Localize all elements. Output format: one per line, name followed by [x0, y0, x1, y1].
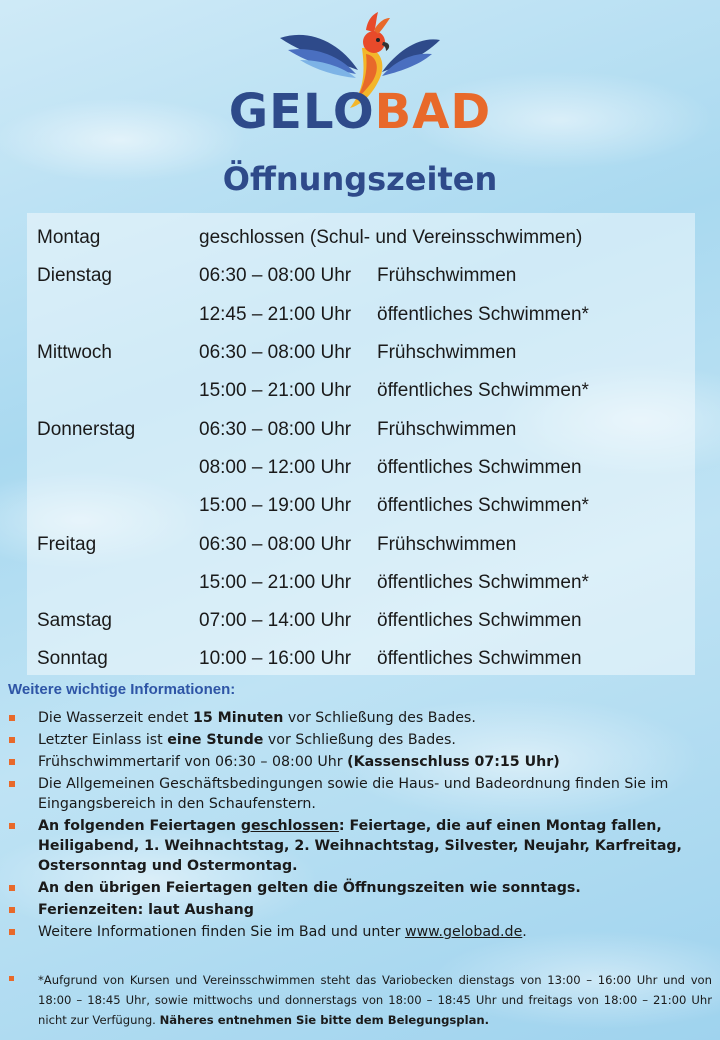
day-label: Donnerstag	[37, 419, 136, 440]
activity: öffentliches Schwimmen*	[377, 304, 589, 325]
activity: Frühschwimmen	[377, 419, 517, 440]
time-range: 10:00 – 16:00 Uhr	[199, 648, 352, 669]
day-label: Montag	[37, 227, 101, 248]
activity: öffentliches Schwimmen	[377, 457, 582, 478]
day-label: Mittwoch	[37, 342, 112, 363]
day-label: Sonntag	[37, 648, 108, 669]
day-label: Dienstag	[37, 265, 112, 286]
activity: öffentliches Schwimmen*	[377, 495, 589, 516]
item-text: Ferienzeiten: laut Aushang	[38, 902, 254, 918]
item-text: An folgenden Feiertagen	[38, 818, 241, 834]
footnote-body: *Aufgrund von Kursen und Vereinsschwimmen steht das Variobecken dienstags von 13:00 – 16:00 Uhr und von 18:00 – 18:45 Uhr, sowie mittwochs und donnerstags von 18:00 – 18:45 Uhr und freitags von 18:00 – 21:00 Uhr nicht zur Verfügung.	[38, 973, 712, 1027]
info-heading: Weitere wichtige Informationen:	[8, 681, 236, 698]
time-range: 07:00 – 14:00 Uhr	[199, 610, 352, 631]
brand-part-gelo: GELO	[228, 84, 375, 140]
time-range: 06:30 – 08:00 Uhr	[199, 419, 352, 440]
item-text: Weitere Informationen finden Sie im Bad und unter	[38, 924, 405, 940]
day-label: Freitag	[37, 534, 97, 555]
time-range: 15:00 – 21:00 Uhr	[199, 380, 352, 401]
time-range: 12:45 – 21:00 Uhr	[199, 304, 352, 325]
brand-name	[0, 84, 720, 140]
item-text: vor Schließung des Bades.	[283, 710, 476, 726]
brand-part-bad: BAD	[374, 84, 492, 140]
activity: Frühschwimmen	[377, 534, 517, 555]
list-item	[0, 774, 720, 814]
activity: öffentliches Schwimmen	[377, 648, 582, 669]
square-bullet-icon	[9, 976, 14, 981]
closed-note: geschlossen (Schul- und Vereinsschwimmen)	[199, 227, 583, 248]
item-text: vor Schließung des Bades.	[263, 732, 456, 748]
list-item	[0, 708, 720, 728]
item-bold: 15 Minuten	[192, 710, 284, 726]
time-range: 15:00 – 21:00 Uhr	[199, 572, 352, 593]
item-text: Frühschwimmertarif von 06:30 – 08:00 Uhr	[38, 754, 348, 770]
activity: öffentliches Schwimmen	[377, 610, 582, 631]
item-underline: geschlossen	[240, 818, 339, 834]
item-text: Die Wasserzeit endet	[38, 710, 193, 726]
item-text: Letzter Einlass ist	[38, 732, 168, 748]
footnote	[0, 970, 720, 1030]
time-range: 06:30 – 08:00 Uhr	[199, 534, 352, 555]
list-item	[0, 752, 720, 772]
schedule-table	[27, 213, 695, 675]
info-list	[0, 708, 720, 944]
list-item	[0, 900, 720, 920]
activity: Frühschwimmen	[377, 342, 517, 363]
activity: Frühschwimmen	[377, 265, 517, 286]
day-label: Samstag	[37, 610, 112, 631]
item-text: : Feiertage, die auf einen Montag fallen, Heiligabend, 1. Weihnachtstag, 2. Weihnachtstag, Silvester, Neujahr, Karfreitag, Ostersonntag und Ostermontag.	[38, 818, 682, 874]
website-link[interactable]: www.gelobad.de	[404, 924, 523, 940]
logo	[0, 0, 720, 150]
list-item	[0, 730, 720, 750]
list-item	[0, 878, 720, 898]
item-text: .	[522, 924, 527, 940]
activity: öffentliches Schwimmen*	[377, 380, 589, 401]
item-text: Die Allgemeinen Geschäftsbedingungen sowie die Haus- und Badeordnung finden Sie im Eingangsbereich in den Schaufenstern.	[38, 776, 669, 812]
time-range: 06:30 – 08:00 Uhr	[199, 265, 352, 286]
activity: öffentliches Schwimmen*	[377, 572, 589, 593]
list-item	[0, 922, 720, 942]
time-range: 15:00 – 19:00 Uhr	[199, 495, 352, 516]
item-bold: eine Stunde	[167, 732, 264, 748]
footnote-text	[0, 970, 720, 1030]
list-item	[0, 816, 720, 876]
page-title: Öffnungszeiten	[222, 160, 498, 198]
time-range: 08:00 – 12:00 Uhr	[199, 457, 352, 478]
item-bold: (Kassenschluss 07:15 Uhr)	[347, 754, 560, 770]
footnote-bold: Näheres entnehmen Sie bitte dem Belegungsplan.	[159, 1013, 490, 1027]
item-text: An den übrigen Feiertagen gelten die Öffnungszeiten wie sonntags.	[38, 880, 581, 896]
time-range: 06:30 – 08:00 Uhr	[199, 342, 352, 363]
